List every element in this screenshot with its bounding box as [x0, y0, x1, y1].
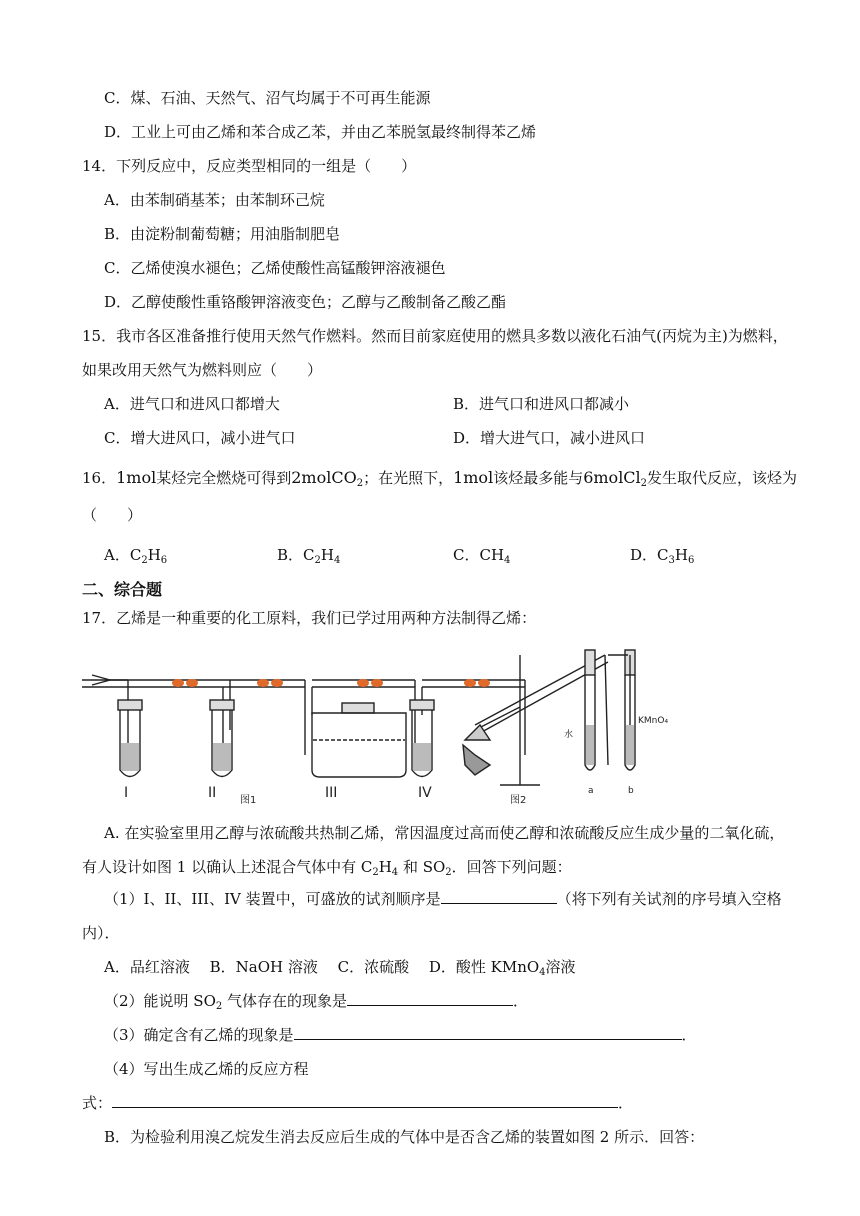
q15-stem-line2: 如果改用天然气为燃料则应（ ）: [82, 361, 323, 379]
answer-blank-2[interactable]: [347, 991, 513, 1006]
svg-text:水: 水: [564, 730, 574, 740]
q13-option-d: D．工业上可由乙烯和苯合成乙苯，并由乙苯脱氢最终制得苯乙烯: [104, 123, 537, 141]
q16-option-b: B．$C_2H_4$: [277, 546, 341, 566]
svg-text:a: a: [588, 786, 594, 796]
q14-option-d: D．乙醇使酸性重铬酸钾溶液变色；乙醇与乙酸制备乙酸乙酯: [104, 293, 507, 311]
q15-stem-line1: 15．我市各区准备推行使用天然气作燃料。然而目前家庭使用的燃具多数以液化石油气(丙烷为主)为燃料，: [82, 327, 788, 345]
svg-text:b: b: [628, 786, 634, 796]
q14-stem: 14．下列反应中，反应类型相同的一组是（ ）: [82, 157, 417, 175]
q15-option-a: A．进气口和进风口都增大: [104, 395, 280, 413]
answer-blank-3[interactable]: [294, 1025, 682, 1040]
q17-sub2: （2）能说明 $SO_2$ 气体存在的现象是 ．: [104, 992, 529, 1012]
q17-stem: 17．乙烯是一种重要的化工原料，我们已学过用两种方法制得乙烯：: [82, 609, 537, 627]
svg-text:图2: 图2: [510, 795, 527, 806]
answer-blank-1[interactable]: [441, 889, 557, 904]
svg-text:I: I: [124, 785, 129, 801]
answer-blank-4[interactable]: [112, 1093, 618, 1108]
q17-partB: B．为检验利用溴乙烷发生消去反应后生成的气体中是否含乙烯的装置如图 2 所示．回答：: [104, 1128, 705, 1146]
q17-reagents: A．品红溶液 B．NaOH 溶液 C．浓硫酸 D．酸性 KMnO$_4$溶液: [104, 958, 576, 978]
q14-option-c: C．乙烯使溴水褪色；乙烯使酸性高锰酸钾溶液褪色: [104, 259, 446, 277]
svg-text:III: III: [325, 785, 338, 801]
q15-option-d: D．增大进气口，减小进风口: [453, 429, 646, 447]
q16-option-d: D．$C_3H_6$: [630, 546, 695, 566]
q16-option-a: A．$C_2H_6$: [104, 546, 168, 566]
svg-text:IV: IV: [418, 785, 432, 801]
svg-text:KMnO₄: KMnO₄: [638, 716, 669, 726]
q17-sub4-cont: 式： ．: [82, 1094, 634, 1112]
q14-option-a: A．由苯制硝基苯；由苯制环己烷: [104, 191, 325, 209]
q17-sub1: （1）I、II、III、IV 装置中，可盛放的试剂顺序是 （将下列有关试剂的序号填入空格: [104, 890, 782, 908]
q16-option-c: C．$CH_4$: [453, 546, 511, 566]
q14-option-b: B．由淀粉制葡萄糖；用油脂制肥皂: [104, 225, 341, 243]
section-heading: 二、综合题: [82, 580, 163, 599]
q15-option-c: C．增大进风口，减小进气口: [104, 429, 296, 447]
q17-partA-line2: 有人设计如图 1 以确认上述混合气体中有 $C_2H_4$ 和 $SO_2$．回答下列问题：: [82, 858, 572, 878]
q16-stem: 16．1mol某烃完全燃烧可得到2molCO$_2$；在光照下，1mol该烃最多能与6molCl$_2$发生取代反应，该烃为: [82, 468, 798, 489]
svg-text:图1: 图1: [240, 795, 257, 806]
svg-text:II: II: [208, 785, 217, 801]
q17-sub1-cont: 内）．: [82, 924, 120, 942]
q16-answer-paren: （ ）: [82, 506, 143, 524]
q17-partA-line1: A. 在实验室里用乙醇与浓硫酸共热制乙烯，常因温度过高而使乙醇和浓硫酸反应生成少量的二氧化硫，: [104, 824, 785, 842]
q15-option-b: B．进气口和进风口都减小: [453, 395, 630, 413]
q17-sub3: （3）确定含有乙烯的现象是 ．: [104, 1026, 697, 1044]
q17-apparatus-figure: [80, 645, 669, 810]
q13-option-c: C．煤、石油、天然气、沼气均属于不可再生能源: [104, 89, 431, 107]
q17-sub4: （4）写出生成乙烯的反应方程: [104, 1060, 309, 1078]
